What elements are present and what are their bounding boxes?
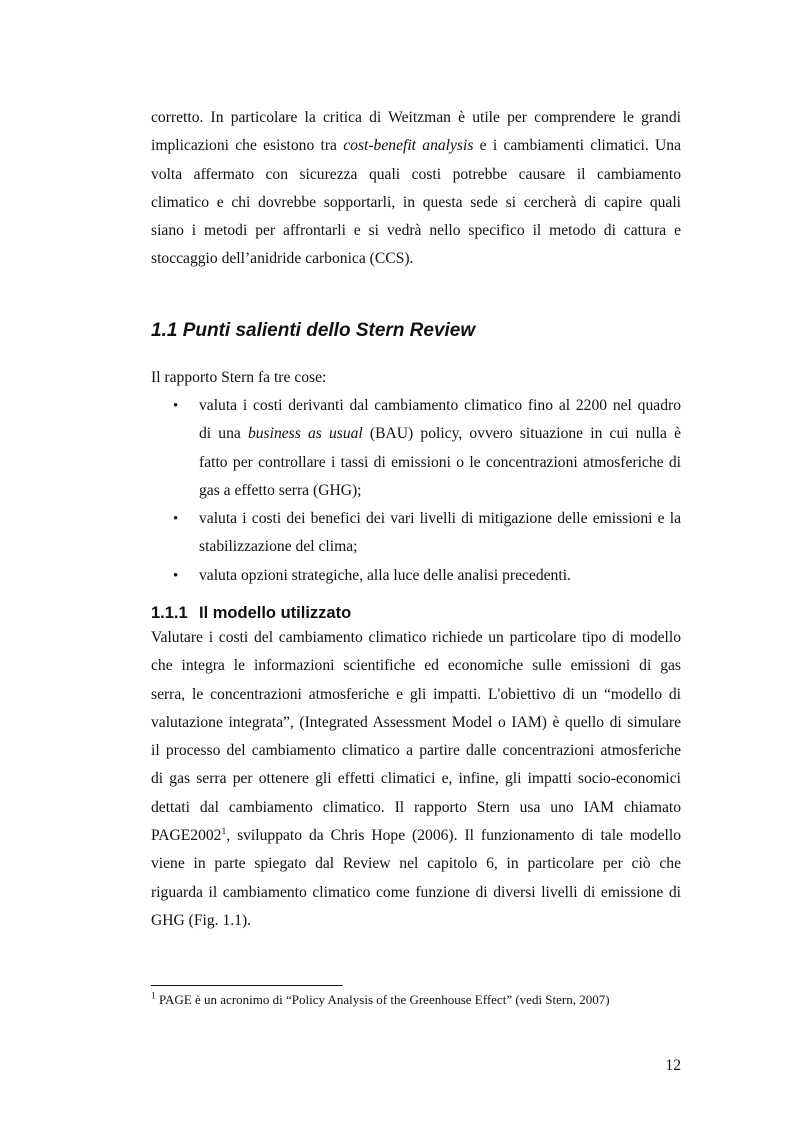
text-line xyxy=(199,533,681,561)
text-run: il processo del cambiamento climatico a partire dalle concentrazioni atmosferiche xyxy=(151,742,681,760)
text-run: di gas serra per ottenere gli effetti climatici e, infine, gli impatti socio-economici xyxy=(151,770,681,788)
text-run: , sviluppato da Chris Hope (2006). Il funzionamento di tale modello xyxy=(226,827,681,845)
bullet-list xyxy=(151,392,681,590)
text-run: valuta i costi dei benefici dei vari livelli di mitigazione delle emissioni e la xyxy=(199,510,681,528)
text-run: che integra le informazioni scientifiche ed economiche sulle emissioni di gas xyxy=(151,657,681,675)
text-line xyxy=(151,217,681,245)
text-run: fatto per controllare i tassi di emissioni o le concentrazioni atmosferiche di xyxy=(199,453,681,471)
bullet-item xyxy=(151,392,681,505)
text-line xyxy=(199,449,681,477)
text-line xyxy=(151,850,681,878)
text-line xyxy=(151,709,681,737)
text-run: serra, le concentrazioni atmosferiche e gli impatti. L'obiettivo di un “modello di xyxy=(151,685,681,703)
text-line xyxy=(199,392,681,420)
italic-term: business as usual xyxy=(247,425,363,443)
bullet-item xyxy=(151,562,681,590)
subsection-heading xyxy=(151,604,351,623)
bullet-icon: • xyxy=(173,398,179,414)
text-line xyxy=(151,907,681,935)
paragraph-model xyxy=(151,624,681,935)
text-run: siano i metodi per affrontarli e si vedrà nello specifico il metodo di cattura e xyxy=(151,222,681,240)
text-run: PAGE2002 xyxy=(151,827,222,845)
text-line xyxy=(151,879,681,907)
page-number: 12 xyxy=(665,1057,681,1074)
footnote-divider xyxy=(151,985,343,986)
text-run: stabilizzazione del clima; xyxy=(199,538,358,556)
text-run: (BAU) policy, ovvero situazione in cui nulla è xyxy=(362,425,681,443)
section-heading: 1.1 Punti salienti dello Stern Review xyxy=(151,320,476,341)
bullet-intro-text: Il rapporto Stern fa tre cose: xyxy=(151,369,327,386)
text-run: Valutare i costi del cambiamento climatico richiede un particolare tipo di modello xyxy=(151,629,681,646)
subsection-title: Il modello utilizzato xyxy=(199,604,352,622)
text-run: gas a effetto serra (GHG); xyxy=(199,481,362,499)
text-line xyxy=(151,737,681,765)
text-line xyxy=(199,562,681,590)
text-run: stoccaggio dell’anidride carbonica (CCS). xyxy=(151,250,414,268)
bullet-icon: • xyxy=(173,567,179,584)
footnote xyxy=(151,991,610,1009)
text-run: viene in parte spiegato dal Review nel capitolo 6, in particolare per ciò che xyxy=(151,855,681,873)
bullet-icon: • xyxy=(173,511,179,528)
text-line xyxy=(151,132,681,160)
subsection-number: 1.1.1 xyxy=(151,604,188,622)
paragraph-intro xyxy=(151,104,681,274)
text-run: di una xyxy=(199,425,248,443)
text-line xyxy=(151,765,681,793)
text-line xyxy=(199,477,681,505)
italic-term: cost-benefit analysis xyxy=(343,137,474,155)
text-run: corretto. In particolare la critica di Weitzman è utile per comprendere le grandi xyxy=(151,109,681,126)
bullet-item xyxy=(151,505,681,562)
text-run: riguarda il cambiamento climatico come funzione di diversi livelli di emissione di xyxy=(151,883,681,901)
text-run: valuta opzioni strategiche, alla luce delle analisi precedenti. xyxy=(199,566,571,584)
text-run: dettati dal cambiamento climatico. Il rapporto Stern usa uno IAM chiamato xyxy=(151,798,681,816)
text-line xyxy=(151,822,681,850)
footnote-marker: 1 xyxy=(151,991,156,1002)
footnote-text: PAGE è un acronimo di “Policy Analysis of the Greenhouse Effect” (vedi Stern, 2007) xyxy=(155,992,610,1007)
text-line xyxy=(151,245,681,273)
text-run: valuta i costi derivanti dal cambiamento climatico fino al 2200 nel quadro xyxy=(199,397,681,414)
text-run: GHG (Fig. 1.1). xyxy=(151,911,252,929)
text-line xyxy=(151,189,681,217)
text-run: e i cambiamenti climatici. Una xyxy=(473,137,681,155)
text-run: climatico e chi dovrebbe sopportarli, in questa sede si cercherà di capire quali xyxy=(151,193,681,211)
text-run: implicazioni che esistono tra xyxy=(151,137,344,155)
text-run: valutazione integrata”, (Integrated Assessment Model o IAM) è quello di simulare xyxy=(151,713,681,731)
text-line xyxy=(199,505,681,533)
text-line xyxy=(151,161,681,189)
footnote-reference: 1 xyxy=(221,826,227,837)
text-run: volta affermato con sicurezza quali costi potrebbe causare il cambiamento xyxy=(151,165,681,183)
text-line xyxy=(199,420,681,448)
text-line xyxy=(151,104,681,132)
text-line xyxy=(151,681,681,709)
text-line xyxy=(151,624,681,652)
text-line xyxy=(151,652,681,680)
text-line xyxy=(151,794,681,822)
